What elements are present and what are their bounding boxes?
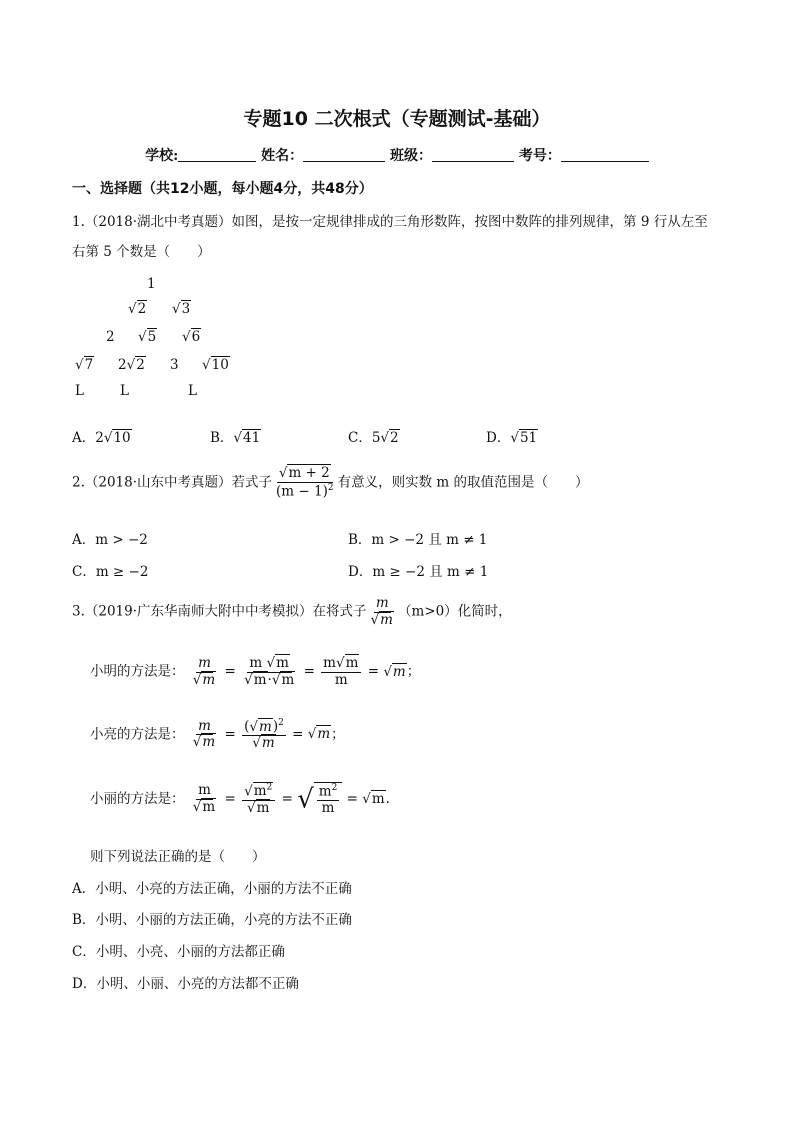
student-info-line	[0, 145, 794, 165]
xiaoli-method: 小丽的方法是： $\frac{m}{√m}$ = $\frac{√m^2}{√m}$ = √ $\frac{m^2}{m}$ = √m.	[90, 782, 390, 817]
array-ellipsis: L	[75, 383, 84, 399]
q2-option-a[interactable]: A．m > −2	[72, 532, 148, 548]
array-row4-item: √10	[202, 357, 229, 373]
array-row3-item: 2	[106, 329, 115, 345]
q3-option-a[interactable]: A．小明、小亮的方法正确，小丽的方法不正确	[72, 881, 352, 897]
q2-option-d[interactable]: D．m ≥ −2 且 m ≠ 1	[348, 564, 489, 580]
q2-option-b[interactable]: B．m > −2 且 m ≠ 1	[348, 532, 488, 548]
xiaoming-method: 小明的方法是： $\frac{m}{√m}$ = $\frac{m √m}{√m\cdot√m}$ = $\frac{m√m}{m}$ = √m；	[90, 655, 421, 688]
array-ellipsis: L	[120, 383, 129, 399]
section-heading: 一、选择题（共12小题，每小题4分，共48分）	[72, 181, 373, 197]
q1-option-a[interactable]: A．2√10	[72, 430, 131, 446]
name-blank[interactable]	[303, 147, 385, 162]
xiaoliang-method: 小亮的方法是： $\frac{m}{√m}$ = $\frac{(√m)^2}{√m}$ = √m；	[90, 717, 345, 752]
q2-stem: 2.（2018·山东中考真题）若式子 $\frac{√m + 2}{(m - 1)^2}$ 有意义，则实数 m 的取值范围是（ ）	[72, 465, 589, 500]
q3-option-c[interactable]: C．小明、小亮、小丽的方法都正确	[72, 944, 285, 960]
array-ellipsis: L	[188, 383, 197, 399]
name-label: 姓名：	[261, 148, 304, 164]
class-blank[interactable]	[432, 147, 514, 162]
q1-option-b[interactable]: B．√41	[210, 430, 261, 446]
q2-fraction: $\frac{√m + 2}{(m - 1)^2}$	[276, 465, 334, 500]
q3-option-b[interactable]: B．小明、小丽的方法正确，小亮的方法不正确	[72, 912, 352, 928]
q1-stem-line2: 右第 5 个数是（ ）	[72, 244, 211, 260]
array-row2-item: √2	[128, 301, 147, 317]
q2-option-c[interactable]: C．m ≥ −2	[72, 564, 149, 580]
array-row4-item: 2√2	[118, 357, 145, 373]
exam-no-blank[interactable]	[561, 147, 649, 162]
q3-option-d[interactable]: D．小明、小丽、小亮的方法都不正确	[72, 976, 299, 992]
q1-stem-line1: 1.（2018·湖北中考真题）如图，是按一定规律排成的三角形数阵，按图中数阵的排列规律，第 9 行从左至	[72, 214, 708, 230]
school-blank[interactable]	[178, 147, 256, 162]
array-row4-item: 3	[170, 357, 179, 373]
array-row1-item: 1	[147, 276, 156, 292]
q3-stem: 3.（2019·广东华南师大附中中考模拟）在将式子 $\frac{m}{√m}$ （m>0）化简时，	[72, 595, 512, 628]
school-label: 学校:	[145, 148, 179, 164]
q1-option-d[interactable]: D．√51	[486, 430, 538, 446]
page-title: 专题10 二次根式（专题测试-基础）	[243, 108, 551, 130]
array-row3-item: √6	[182, 329, 201, 345]
q1-option-c[interactable]: C．5√2	[348, 430, 399, 446]
q3-question: 则下列说法正确的是（ ）	[90, 849, 266, 865]
array-row2-item: √3	[172, 301, 191, 317]
q3-fraction: $\frac{m}{√m}$	[370, 595, 393, 628]
array-row4-item: √7	[75, 357, 94, 373]
exam-no-label: 考号：	[518, 148, 561, 164]
array-row3-item: √5	[138, 329, 157, 345]
class-label: 班级：	[390, 148, 433, 164]
